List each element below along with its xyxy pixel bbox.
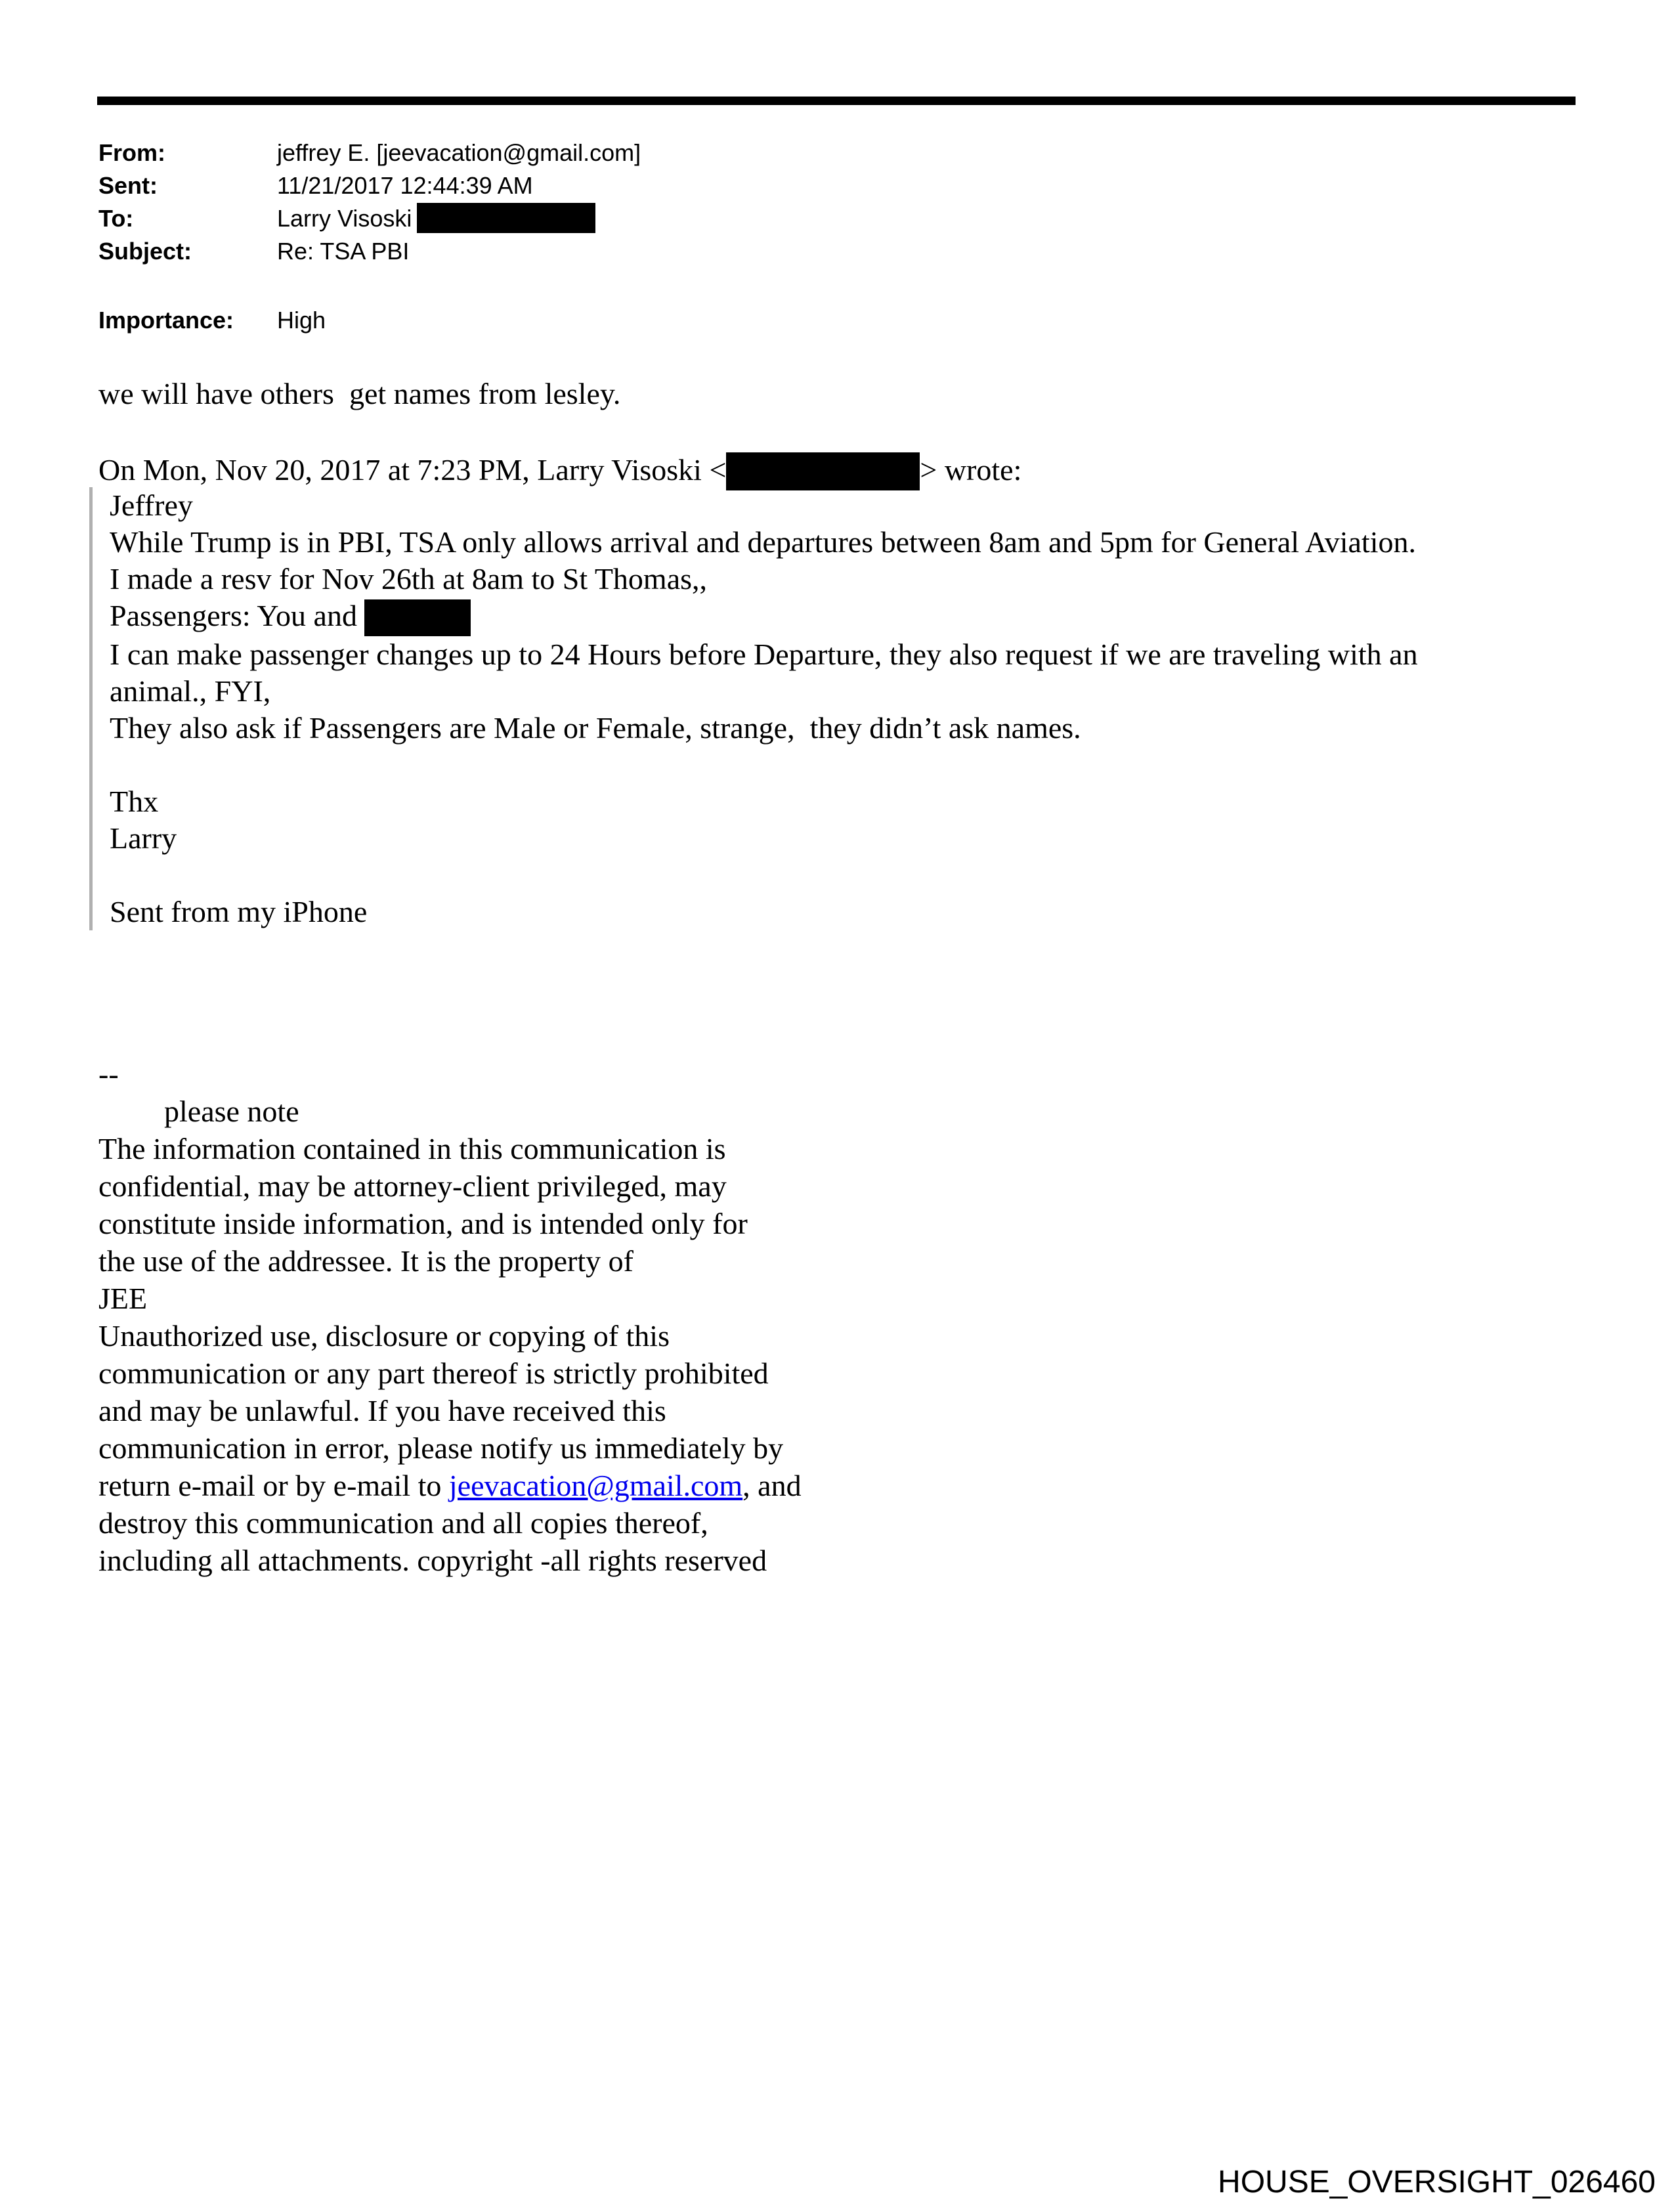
disclaimer-line: including all attachments. copyright -all rights reserved [98, 1544, 767, 1577]
disclaimer-line: communication in error, please notify us immediately by [98, 1431, 784, 1465]
disclaimer-link-suffix: , and [742, 1469, 802, 1502]
email-header [98, 137, 641, 337]
quote-line-reservation: I made a resv for Nov 26th at 8am to St Thomas,, [110, 562, 708, 596]
subject-label: Subject: [98, 238, 192, 265]
from-value: jeffrey E. [jeevacation@gmail.com] [277, 139, 641, 166]
disclaimer-line-jee: JEE [98, 1282, 148, 1315]
quote-line-tsa-hours: While Trump is in PBI, TSA only allows arrival and departures between 8am and 5pm for General Aviation. [110, 525, 1416, 559]
header-row-to [98, 202, 641, 235]
header-row-importance [98, 304, 641, 337]
quote-blank-line [110, 857, 1633, 894]
email-link[interactable]: jeevacation@gmail.com [448, 1469, 743, 1502]
signature-separator: -- [98, 1057, 119, 1091]
redaction-box-to-address [417, 203, 595, 233]
reply-attribution-suffix: > wrote: [920, 453, 1022, 487]
disclaimer-line: the use of the addressee. It is the property of [98, 1244, 633, 1278]
disclaimer-line: confidential, may be attorney-client privileged, may [98, 1169, 727, 1203]
disclaimer-link-prefix: return e-mail or by e-mail to [98, 1469, 449, 1502]
quote-passengers-text: Passengers: You and [110, 599, 365, 632]
subject-value: Re: TSA PBI [277, 238, 410, 265]
redaction-box-passenger-name [364, 599, 471, 636]
header-divider-bar [97, 97, 1576, 105]
disclaimer-line: communication or any part thereof is strictly prohibited [98, 1356, 769, 1390]
disclaimer-link-line [98, 1467, 1083, 1504]
disclaimer-line: and may be unlawful. If you have received this [98, 1394, 666, 1427]
body-intro-line: we will have others get names from lesley. [98, 377, 621, 410]
redaction-box-reply-address [726, 452, 920, 490]
quote-line-animal: animal., FYI, [110, 674, 271, 708]
signature-disclaimer-block [98, 1055, 1083, 1579]
header-row-subject [98, 235, 641, 268]
header-row-sent [98, 169, 641, 202]
reply-attribution-line [98, 452, 1021, 490]
quote-line-sent-from-iphone: Sent from my iPhone [110, 895, 368, 928]
header-row-from [98, 137, 641, 169]
sent-label: Sent: [98, 172, 158, 199]
bates-number: HOUSE_OVERSIGHT_026460 [1218, 2165, 1656, 2200]
quote-blank-line [110, 747, 1633, 783]
quote-line-male-female: They also ask if Passengers are Male or Female, strange, they didn’t ask names. [110, 711, 1081, 745]
reply-attribution-prefix: On Mon, Nov 20, 2017 at 7:23 PM, Larry Visoski < [98, 453, 727, 487]
disclaimer-line: destroy this communication and all copies thereof, [98, 1506, 708, 1540]
quote-line-thx: Thx [110, 785, 159, 818]
importance-label: Importance: [98, 307, 234, 334]
quote-line-greeting: Jeffrey [110, 488, 193, 522]
disclaimer-line: Unauthorized use, disclosure or copying of this [98, 1319, 670, 1353]
importance-value: High [277, 307, 326, 334]
to-value-text: Larry Visoski [277, 205, 412, 232]
disclaimer-line: The information contained in this communication is [98, 1132, 726, 1165]
quoted-message-block [89, 487, 1633, 930]
to-label: To: [98, 205, 134, 232]
to-value [277, 202, 595, 235]
from-label: From: [98, 139, 165, 166]
quote-line-signature-larry: Larry [110, 821, 177, 855]
signature-note: please note [164, 1095, 299, 1128]
sent-value: 11/21/2017 12:44:39 AM [277, 172, 533, 199]
quote-line-passengers [110, 597, 1633, 636]
quote-line-changes: I can make passenger changes up to 24 Hours before Departure, they also request if we are traveling with an [110, 638, 1418, 671]
disclaimer-line: constitute inside information, and is intended only for [98, 1207, 748, 1240]
